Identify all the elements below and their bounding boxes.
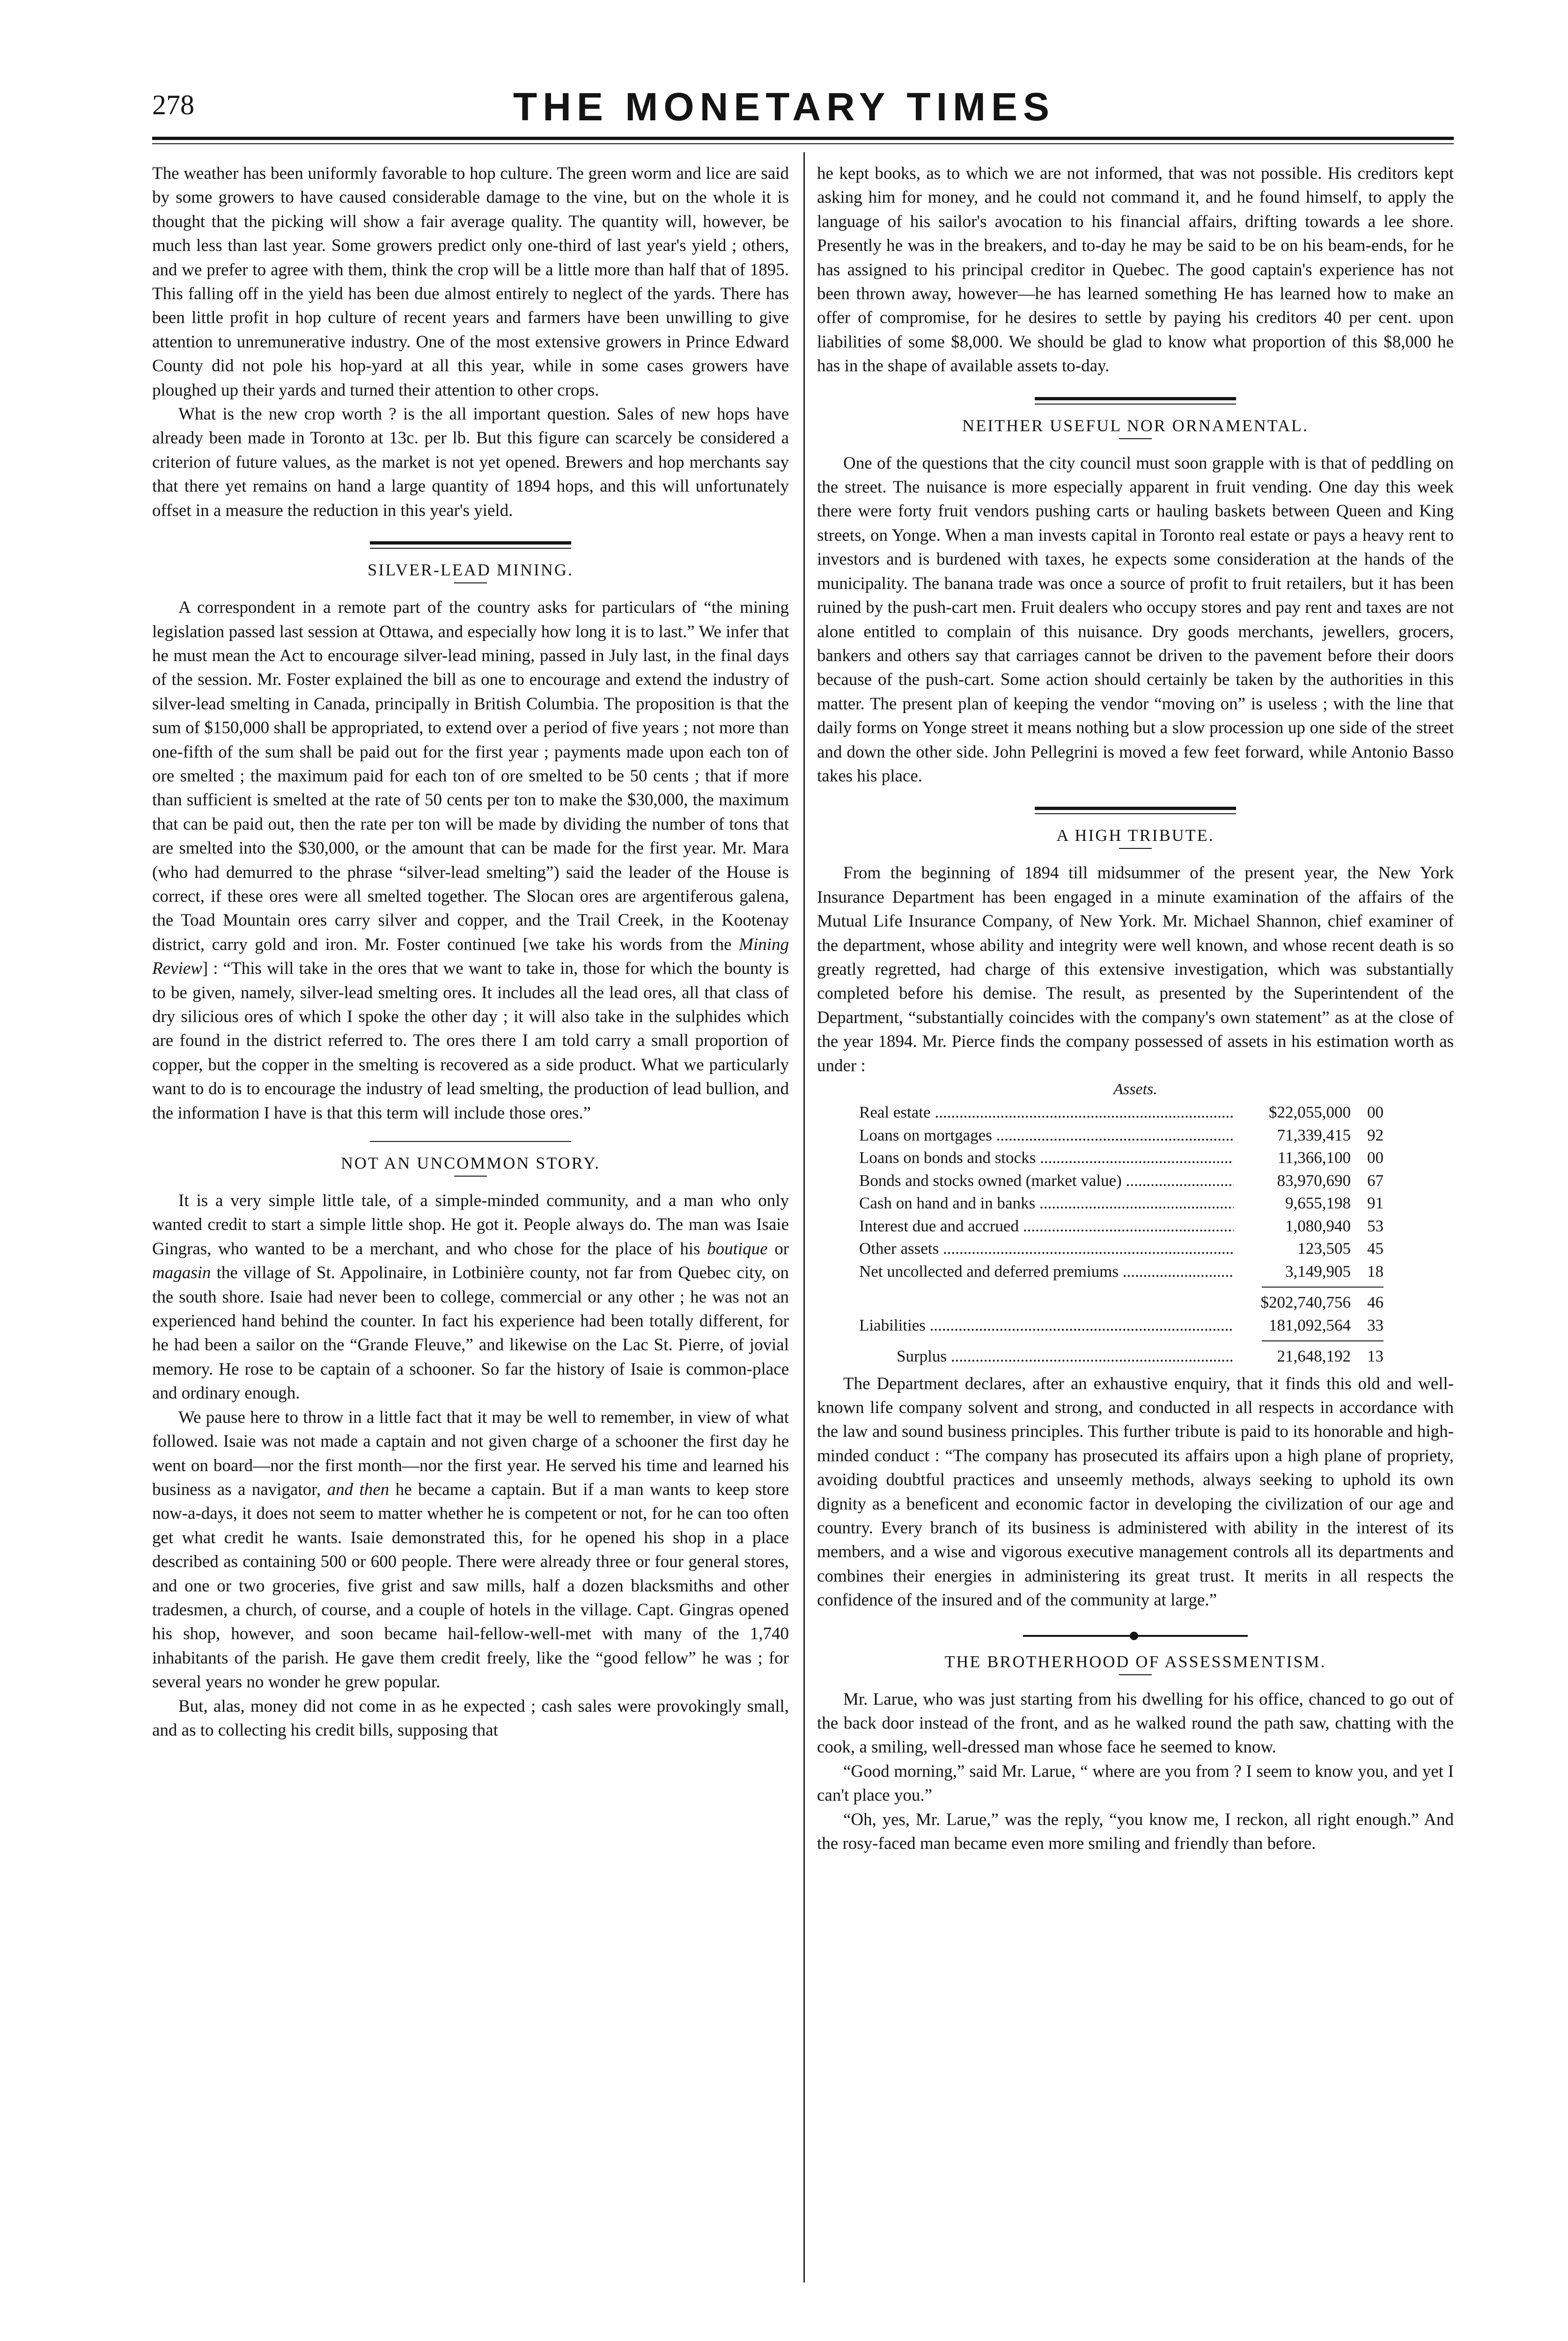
table-row	[859, 1260, 1384, 1283]
article-paragraph: “Oh, yes, Mr. Larue,” was the reply, “you know me, I reckon, all right enough.” And the rosy-faced man became even more smiling and friendly than before.	[817, 1810, 1454, 1853]
section-separator	[1035, 807, 1236, 810]
surplus-cents: 13	[1367, 1347, 1384, 1365]
article-paragraph: Mr. Larue, who was just starting from his dwelling for his office, chanced to go out of the back door instead of the front, and as he walked round the path saw, chatting with the cook, a smiling, well-dressed man whose face he seemed to know.	[817, 1689, 1454, 1757]
ornament-separator	[817, 1628, 1454, 1642]
asset-cents: 18	[1367, 1262, 1384, 1281]
table-row	[859, 1101, 1384, 1124]
text-run: A correspondent in a remote part of the country asks for particulars of “the mining legislation passed last session at Ottawa, and especially how long it is to last.” We infer that he must mean the Act to encourage silver-lead mining, passed in July last, in the final days of the session. Mr. Foster explained the bill as one to encourage and extend the industry of silver-lead smelting in Canada, principally in British Columbia. The proposition is that the sum of $150,000 shall be appropriated, to extend over a period of five years ; not more than one-fifth of the sum shall be paid out for the first year ; payments made upon each ton of ore smelted ; the maximum paid for each ton of ore smelted to be 50 cents ; that if more than sufficient is smelted at the rate of 50 cents per ton to make the $30,000, the maximum that can be paid out, then the rate per ton will be made by dividing the number of tons that are smelted into the $30,000, or the amount that can be made for the first year. Mr. Mara (who had demurred to the phrase “silver-lead smelting”) said the leader of the House is correct, if these ores were all smelted together. The Slocan ores are argentiferous galena, the Toad Mountain ores carry silver and copper, and the Trail Creek, in the Kootenay district, carry gold and iron. Mr. Foster continued [we take his words from the	[152, 598, 789, 954]
table-row	[859, 1215, 1384, 1238]
article-heading: NOT AN UNCOMMON STORY.	[340, 1154, 601, 1173]
asset-cents: 91	[1367, 1194, 1384, 1212]
surplus-label: Surplus .....	[859, 1345, 1234, 1368]
text-run: We pause here to throw in a little fact that it may be well to remember, in view of what followed. Isaie was not made a captain and not given charge of a schooner the first day he went on board—nor the first month—nor the first year. He served his time and learned his business as a navigator,	[152, 1407, 789, 1499]
italic-word: magasin	[152, 1263, 211, 1283]
article-silver-lead	[152, 560, 789, 1125]
article-heading: A HIGH TRIBUTE.	[1056, 826, 1215, 845]
asset-dollars: 11,366,100	[1277, 1148, 1351, 1167]
asset-label: Interest due and accrued .....	[859, 1215, 1234, 1238]
article-paragraph	[152, 1189, 789, 1406]
asset-label: Other assets .....	[859, 1237, 1234, 1260]
asset-label: Real estate .....	[859, 1101, 1234, 1124]
section-separator	[1035, 404, 1236, 405]
asset-dollars: 123,505	[1297, 1239, 1351, 1258]
total-cents: 46	[1367, 1293, 1384, 1311]
article-paragraph: One of the questions that the city council must soon grapple with is that of peddling on the street. The nuisance is more especially apparent in fruit vending. One day this week there were forty fruit vendors pushing carts or hauling baskets between Queen and King streets, on Yonge. When a man invests capital in Toronto real estate or pays a heavy rent to investors and is burdened with taxes, he expects some consideration at the hands of the municipality. The banana trade was once a source of profit to fruit retailers, but it has been ruined by the push-cart men. Fruit dealers who occupy stores and pay rent and taxes are not alone entitled to complain of this nuisance. Dry goods merchants, jewellers, grocers, bankers and others say that carriages cannot be driven to the pavement before their doors because of the push-cart. Some action should certainly be taken by the authorities in this matter. The present plan of keeping the vendor “moving on” is useless ; with the line that daily forms on Yonge street it means nothing but a slow procession up one side of the street and down the other side. John Pellegrini is moved a few feet forward, while Antonio Basso takes his place.	[817, 453, 1454, 786]
article-paragraph: “Good morning,” said Mr. Larue, “ where are you from ? I seem to know you, and yet I can't place you.”	[817, 1761, 1454, 1805]
text-run: or	[774, 1239, 789, 1259]
right-column	[817, 162, 1454, 1855]
asset-label: Cash on hand and in banks .....	[859, 1192, 1234, 1215]
asset-dollars: 83,970,690	[1277, 1171, 1351, 1190]
asset-cents: 67	[1367, 1171, 1384, 1190]
liabilities-label: Liabilities .....	[859, 1314, 1234, 1337]
header-rule-thin	[152, 143, 1454, 144]
article-heading: NEITHER USEFUL NOR ORNAMENTAL.	[962, 416, 1309, 435]
story-continuation: he kept books, as to which we are not informed, that was not possible. His creditors kept asking him for money, and he could not command it, and he found himself, to apply the language of his sailor's avocation to his financial affairs, drifting towards a lee shore. Presently he was in the breakers, and to-day he may be said to be on his beam-ends, for he has assigned to his principal creditor in Quebec. The good captain's experience has not been thrown away, however—he has learned something He has learned how to make an offer of compromise, for he desires to settle by paying his creditors 40 per cent. upon liabilities of some $8,000. We should be glad to know what proportion of this $8,000 he has in the shape of available assets to-day.	[817, 164, 1454, 376]
section-separator	[370, 548, 571, 549]
page-header	[0, 0, 1568, 150]
hops-paragraph: The weather has been uniformly favorable to hop culture. The green worm and lice are said by some growers to have caused considerable damage to the vine, but on the whole it is thought that the picking will show a fair average quality. The quantity will, however, be much less than last year. Some growers predict only one-third of last year's yield ; others, and we prefer to agree with them, think the crop will be a little more than half that of 1895. This falling off in the yield has been due almost entirely to neglect of the yards. There has been little profit in hop culture of recent years and farmers have been unwilling to give attention to unremunerative industry. One of the most extensive growers in Prince Edward County did not pole his hop-yard at all this year, while in some cases growers have ploughed up their yards and turned their attention to other crops.	[152, 164, 789, 400]
assets-table	[859, 1101, 1384, 1368]
asset-cents: 00	[1367, 1148, 1384, 1167]
article-neither-useful	[817, 416, 1454, 788]
table-row	[859, 1192, 1384, 1215]
italic-word: and then	[327, 1480, 390, 1499]
article-high-tribute	[817, 825, 1454, 1612]
article-heading: SILVER-LEAD MINING.	[368, 560, 574, 580]
total-dollars: $202,740,756	[1260, 1293, 1351, 1311]
total-rule	[1262, 1340, 1384, 1341]
asset-dollars: $22,055,000	[1269, 1103, 1351, 1121]
page-number: 278	[152, 89, 194, 120]
total-spacer	[859, 1291, 1234, 1314]
surplus-row	[859, 1345, 1384, 1368]
section-separator	[370, 541, 571, 545]
text-run: he became a captain. But if a man wants to keep store now-a-days, it does not seem to matter whether he is competent or not, for he can too often get what credit he wants. Isaie demonstrated this, for he opened his shop in a place described as containing 500 or 600 people. There were already three or four general stores, and one or two groceries, five grist and saw mills, half a dozen blacksmiths and other tradesmen, a church, of course, and a couple of hotels in the village. Capt. Gingras opened his shop, however, and soon became hail-fellow-well-met with many of the 1,740 inhabitants of the parish. He gave them credit freely, like the “good fellow” he was ; for several years no wonder he grew popular.	[152, 1480, 789, 1692]
liabilities-cents: 33	[1367, 1316, 1384, 1334]
asset-cents: 45	[1367, 1239, 1384, 1258]
article-uncommon-story	[152, 1153, 789, 1742]
text-run: ] : “This will take in the ores that we want to take in, those for which the bounty is to be given, namely, silver-lead smelting ores. It includes all the lead ores, all that class of dry silicious ores of which I spoke the other day ; it will also take in the sulphides which are found in the district referred to. The ores there I am told carry a small proportion of copper, but the copper in the smelting is recovered as a side product. What we particularly want to do is to encourage the industry of lead smelting, the production of lead bullion, and the information I have is that this term will include those ores.”	[152, 959, 789, 1123]
source-citation: Mining Review	[152, 935, 789, 979]
total-row	[859, 1291, 1384, 1314]
article-paragraph	[152, 596, 789, 1125]
article-heading: THE BROTHERHOOD OF ASSESSMENTISM.	[944, 1652, 1326, 1671]
asset-dollars: 1,080,940	[1285, 1216, 1351, 1235]
heading-rule	[454, 582, 487, 583]
liabilities-row	[859, 1314, 1384, 1337]
table-row	[859, 1170, 1384, 1193]
article-paragraph: The Department declares, after an exhaustive enquiry, that it finds this old and well-known life company solvent and strong, and conducted in all respects in accordance with the law and sound business principles. This further tribute is paid to its honorable and high-minded conduct : “The company has prosecuted its affairs upon a high plane of propriety, avoiding doubtful practices and unseemly methods, always seeking to uphold its own dignity as a beneficent and economic factor in developing the civilization of our age and country. Every branch of its business is administered with ability in the interest of its members, and a wise and vigorous executive management controls all its departments and combines their energies in administering its great trust. It merits in all respects the confidence of the insured and of the community at large.”	[817, 1374, 1454, 1610]
section-separator	[1035, 397, 1236, 400]
total-rule	[1262, 1287, 1384, 1288]
surplus-dollars: 21,648,192	[1277, 1347, 1351, 1365]
text-run: It is a very simple little tale, of a simple-minded community, and a man who only wanted credit to start a simple little shop. He got it. People always do. The man was Isaie Gingras, who wanted to be a merchant, and who chose for the place of his	[152, 1191, 789, 1259]
assets-title: Assets.	[1113, 1081, 1157, 1098]
heading-rule	[454, 1176, 487, 1177]
article-brotherhood	[817, 1652, 1454, 1856]
heading-rule	[1119, 848, 1152, 849]
asset-cents: 92	[1367, 1126, 1384, 1144]
hops-paragraph: What is the new crop worth ? is the all important question. Sales of new hops have already been made in Toronto at 13c. per lb. But this figure can scarcely be considered a criterion of future values, as the market is not yet opened. Brewers and hop merchants say that there yet remains on hand a large quantity of 1894 hops, and this will unfortunately offset in a measure the reduction in this year's yield.	[152, 405, 789, 520]
heading-rule	[1119, 1674, 1152, 1675]
asset-dollars: 3,149,905	[1285, 1262, 1351, 1281]
table-row	[859, 1124, 1384, 1147]
article-paragraph: From the beginning of 1894 till midsummer of the present year, the New York Insurance Department has been engaged in a minute examination of the affairs of the Mutual Life Insurance Company, of New York. Mr. Michael Shannon, chief examiner of the department, whose ability and integrity were well known, and whose recent death is so greatly regretted, had charge of this extensive investigation, which was substantially completed before his demise. The result, as presented by the Superintendent of the Department, “substantially coincides with the company's own statement” as at the close of the year 1894. Mr. Pierce finds the company possessed of assets in his estimation worth as under :	[817, 863, 1454, 1075]
asset-label: Net uncollected and deferred premiums .....	[859, 1260, 1234, 1283]
left-column	[152, 162, 789, 1742]
article-paragraph: But, alas, money did not come in as he expected ; cash sales were provokingly small, and as to collecting his credit bills, supposing that	[152, 1696, 789, 1740]
asset-cents: 53	[1367, 1216, 1384, 1235]
liabilities-dollars: 181,092,564	[1269, 1316, 1351, 1334]
table-row	[859, 1147, 1384, 1170]
table-row	[859, 1237, 1384, 1260]
asset-cents: 00	[1367, 1103, 1384, 1121]
masthead: THE MONETARY TIMES	[513, 85, 1055, 129]
italic-word: boutique	[707, 1239, 768, 1259]
ornament-dot	[1130, 1632, 1138, 1640]
header-rule-thick	[152, 137, 1454, 140]
heading-rule	[1119, 438, 1152, 439]
article-hops	[152, 162, 789, 523]
text-run: the village of St. Appolinaire, in Lotbinière county, not far from Quebec city, on the south shore. Isaie had never been to college, commercial or any other ; he was not an experienced hand behind the counter. In fact his experience had been totally different, for he had been a sailor on the “Grande Fleuve,” and likewise on the Lac St. Pierre, of jovial memory. He rose to be captain of a schooner. So far the history of Isaie is common-place and ordinary enough.	[152, 1263, 789, 1403]
asset-label: Loans on mortgages .....	[859, 1124, 1234, 1147]
section-separator	[370, 1141, 571, 1142]
asset-dollars: 71,339,415	[1277, 1126, 1351, 1144]
column-divider	[803, 152, 805, 2282]
asset-label: Bonds and stocks owned (market value) .....	[859, 1170, 1234, 1193]
article-paragraph	[152, 1406, 789, 1694]
asset-label: Loans on bonds and stocks .....	[859, 1147, 1234, 1170]
section-separator	[1035, 813, 1236, 814]
asset-dollars: 9,655,198	[1285, 1194, 1351, 1212]
